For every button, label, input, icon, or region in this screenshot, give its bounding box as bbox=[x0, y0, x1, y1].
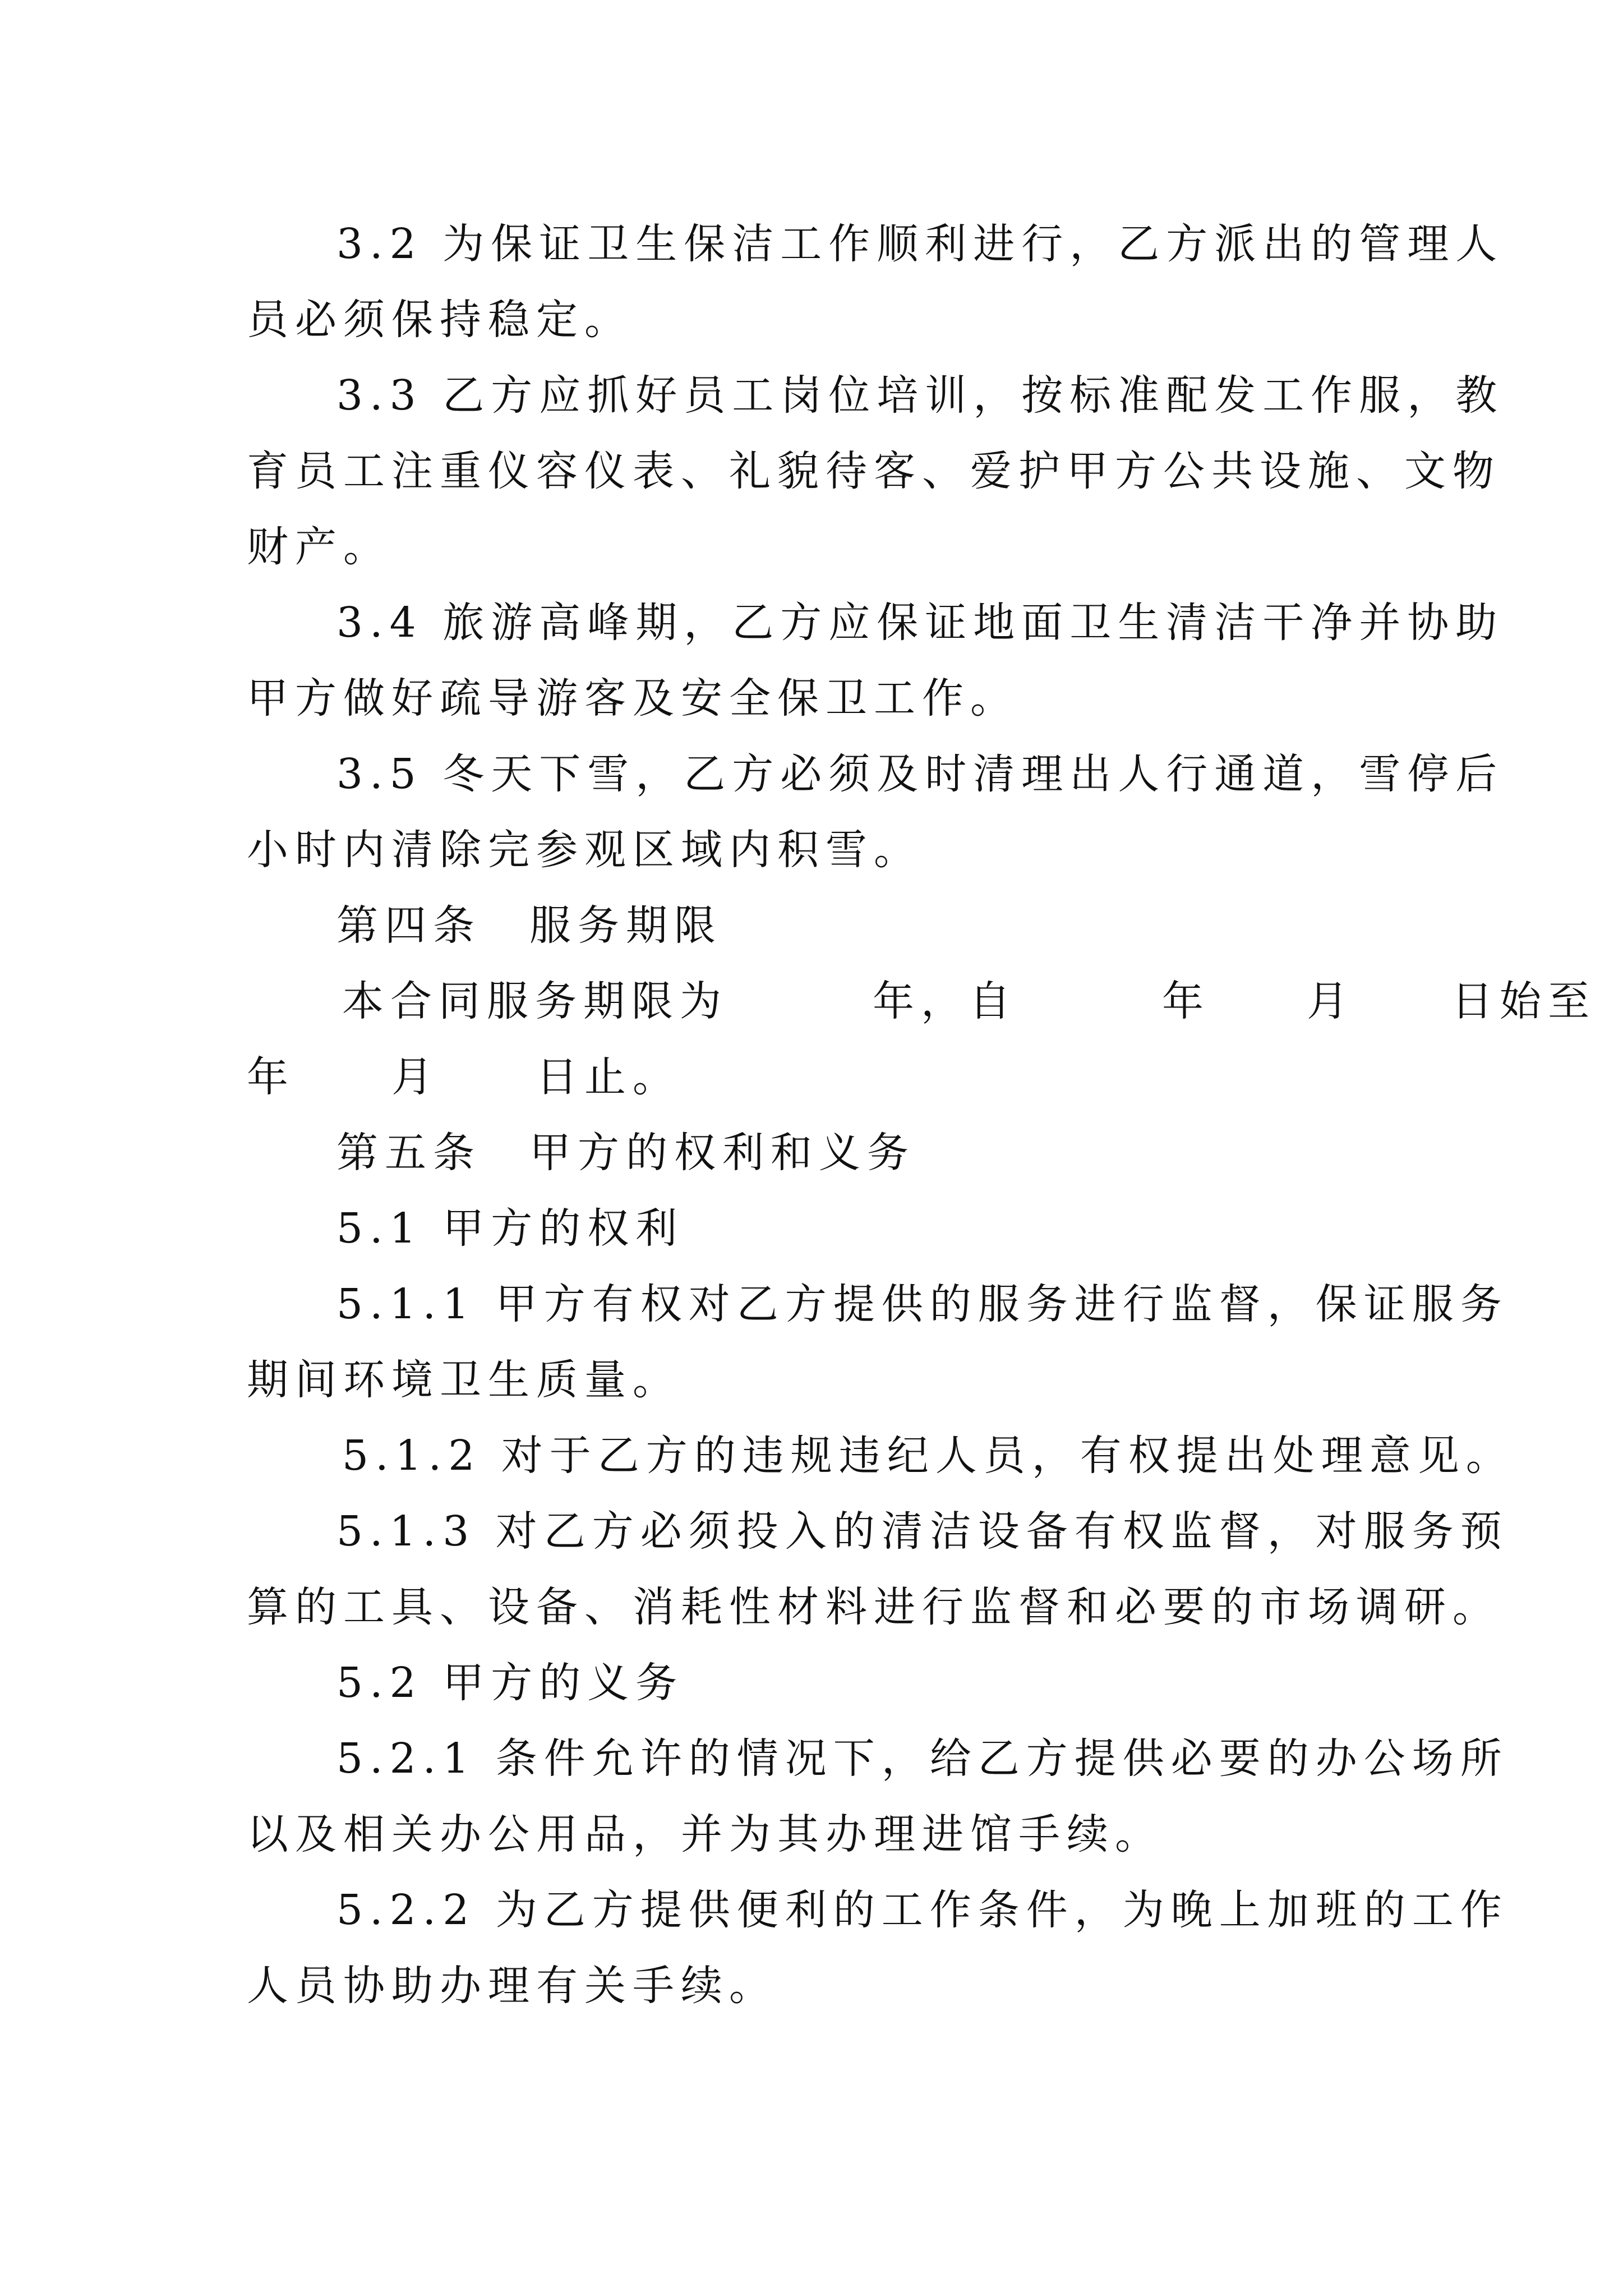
clause-5-1-2-line-1: 5.1.2 对于乙方的违规违纪人员，有权提出处理意见。 bbox=[342, 1432, 1514, 1480]
clause-5-1-heading: 5.1 甲方的权利 bbox=[336, 1204, 684, 1253]
article-4-line-2: 年 月 日止。 bbox=[247, 1053, 681, 1101]
clause-5-1-1-line-2: 期间环境卫生质量。 bbox=[247, 1356, 681, 1404]
clause-5-2-2-line-1: 5.2.2 为乙方提供便利的工作条件，为晚上加班的工作 bbox=[336, 1886, 1509, 1934]
clause-3-4-line-2: 甲方做好疏导游客及安全保卫工作。 bbox=[247, 674, 1018, 723]
clause-3-5-line-2: 小时内清除完参观区域内积雪。 bbox=[247, 826, 922, 874]
article-4-heading: 第四条 服务期限 bbox=[336, 901, 722, 950]
clause-3-2-line-2: 员必须保持稳定。 bbox=[247, 296, 633, 344]
clause-5-1-3-line-1: 5.1.3 对乙方必须投入的清洁设备有权监督，对服务预 bbox=[336, 1507, 1509, 1556]
clause-3-3-line-1: 3.3 乙方应抓好员工岗位培训，按标准配发工作服，教 bbox=[336, 371, 1504, 420]
clause-3-2-line-1: 3.2 为保证卫生保洁工作顺利进行，乙方派出的管理人 bbox=[336, 220, 1504, 268]
article-4-line-1: 本合同服务期限为 年，自 年 月 日始至 bbox=[342, 977, 1596, 1025]
clause-3-3-line-2: 育员工注重仪容仪表、礼貌待客、爱护甲方公共设施、文物 bbox=[247, 447, 1501, 495]
clause-3-3-line-3: 财产。 bbox=[247, 523, 391, 571]
clause-5-1-1-line-1: 5.1.1 甲方有权对乙方提供的服务进行监督，保证服务 bbox=[336, 1280, 1509, 1328]
article-5-heading: 第五条 甲方的权利和义务 bbox=[336, 1129, 915, 1177]
clause-5-1-3-line-2: 算的工具、设备、消耗性材料进行监督和必要的市场调研。 bbox=[247, 1583, 1501, 1631]
clause-3-4-line-1: 3.4 旅游高峰期，乙方应保证地面卫生清洁干净并协助 bbox=[336, 599, 1504, 647]
clause-5-2-1-line-1: 5.2.1 条件允许的情况下，给乙方提供必要的办公场所 bbox=[336, 1734, 1509, 1783]
clause-5-2-heading: 5.2 甲方的义务 bbox=[336, 1659, 684, 1707]
clause-3-5-line-1: 3.5 冬天下雪，乙方必须及时清理出人行通道，雪停后 bbox=[336, 750, 1504, 798]
clause-5-2-2-line-2: 人员协助办理有关手续。 bbox=[247, 1962, 777, 2010]
clause-5-2-1-line-2: 以及相关办公用品，并为其办理进馆手续。 bbox=[247, 1810, 1163, 1858]
